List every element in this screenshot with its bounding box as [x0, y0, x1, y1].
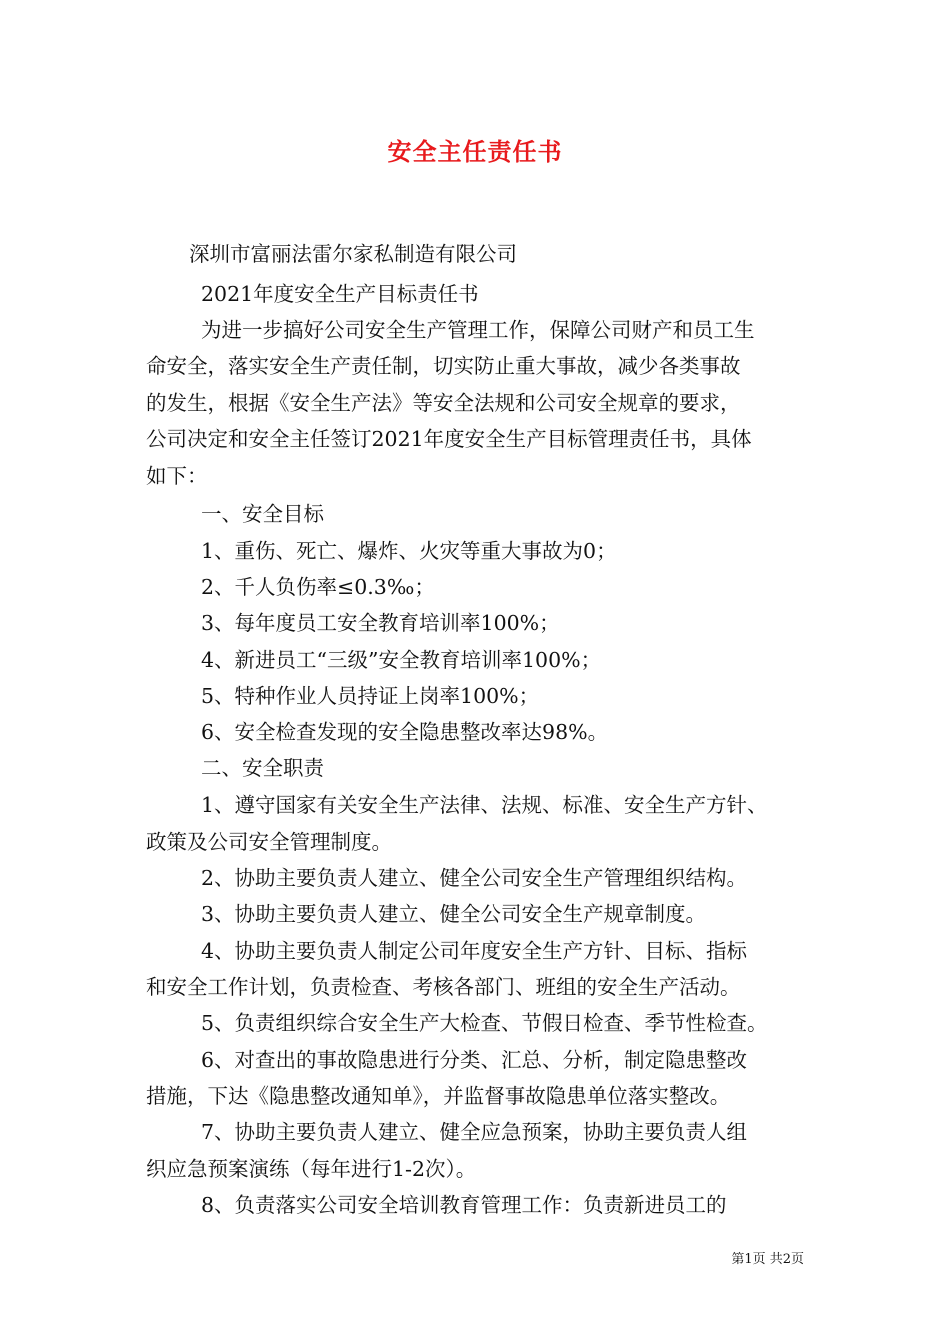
list-item: 4、协助主要负责人制定公司年度安全生产方针、目标、指标	[201, 939, 748, 963]
list-item-continuation: 措施，下达《隐患整改通知单》，并监督事故隐患单位落实整改。	[146, 1084, 731, 1108]
list-item: 8、负责落实公司安全培训教育管理工作：负责新进员工的	[201, 1193, 727, 1217]
paragraph-line: 为进一步搞好公司安全生产管理工作，保障公司财产和员工生	[201, 318, 755, 342]
list-item: 3、每年度员工安全教育培训率100%；	[201, 611, 560, 635]
list-item: 2、千人负伤率≤0.3‰；	[201, 575, 435, 599]
page-number: 第1页 共2页	[731, 1252, 804, 1267]
list-item: 7、协助主要负责人建立、健全应急预案，协助主要负责人组	[201, 1120, 748, 1144]
section-heading: 二、安全职责	[201, 756, 324, 780]
paragraph-line: 公司决定和安全主任签订2021年度安全生产目标管理责任书，具体	[146, 427, 752, 451]
list-item-continuation: 和安全工作计划，负责检查、考核各部门、班组的安全生产活动。	[146, 975, 741, 999]
list-item: 6、安全检查发现的安全隐患整改率达98%。	[201, 720, 609, 744]
company-name: 深圳市富丽法雷尔家私制造有限公司	[189, 242, 517, 266]
list-item: 1、遵守国家有关安全生产法律、法规、标准、安全生产方针、	[201, 793, 768, 817]
paragraph-line: 的发生，根据《安全生产法》等安全法规和公司安全规章的要求，	[146, 391, 741, 415]
list-item-continuation: 织应急预案演练（每年进行1-2次）。	[146, 1157, 477, 1181]
list-item: 5、特种作业人员持证上岗率100%；	[201, 684, 540, 708]
doc-subtitle: 2021年度安全生产目标责任书	[201, 282, 479, 306]
list-item: 2、协助主要负责人建立、健全公司安全生产管理组织结构。	[201, 866, 748, 890]
list-item: 6、对查出的事故隐患进行分类、汇总、分析，制定隐患整改	[201, 1048, 748, 1072]
list-item: 3、协助主要负责人建立、健全公司安全生产规章制度。	[201, 902, 707, 926]
paragraph-line: 命安全，落实安全生产责任制，切实防止重大事故，减少各类事故	[146, 354, 741, 378]
list-item-continuation: 政策及公司安全管理制度。	[146, 830, 392, 854]
list-item: 1、重伤、死亡、爆炸、火灾等重大事故为0；	[201, 539, 617, 563]
document-title: 安全主任责任书	[387, 138, 563, 166]
section-heading: 一、安全目标	[201, 502, 324, 526]
list-item: 4、新进员工“三级”安全教育培训率100%；	[201, 648, 602, 672]
paragraph-line: 如下：	[146, 464, 208, 488]
list-item: 5、负责组织综合安全生产大检查、节假日检查、季节性检查。	[201, 1011, 768, 1035]
